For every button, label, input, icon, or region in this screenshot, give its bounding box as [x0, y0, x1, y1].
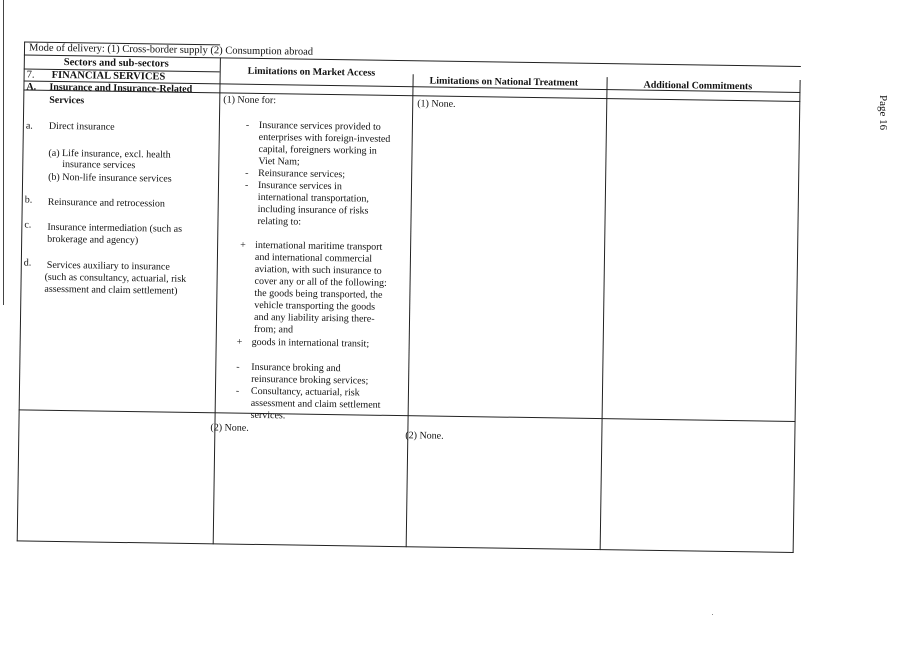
item-d-line3: assessment and claim settlement): [44, 283, 178, 297]
header-sectors: Sectors and sub-sectors: [63, 57, 169, 70]
ma-plus1-line6: vehicle transporting the goods: [254, 299, 376, 313]
column-divider-3: [600, 77, 608, 550]
item-a-label: Direct insurance: [48, 120, 115, 133]
ma-plus1-line7: and any liability arising there-: [253, 311, 375, 325]
ma-bullet4-line1: Insurance broking and: [251, 361, 341, 375]
ma-bullet5-line1: Consultancy, actuarial, risk: [250, 385, 360, 399]
ma-bullet1-line4: Viet Nam;: [258, 155, 300, 168]
sub-life-line1: (a) Life insurance, excl. health: [48, 147, 171, 161]
ma-bullet5-line2: assessment and claim settlement: [250, 397, 381, 411]
sub-nonlife: (b) Non-life insurance services: [48, 171, 172, 185]
ma-bullet3-line3: including insurance of risks: [257, 203, 369, 217]
sub-life-line2: insurance services: [62, 159, 136, 172]
ma-bullet3-marker: -: [244, 179, 249, 191]
ma-bullet4-marker: -: [236, 361, 240, 373]
ma-plus1-line1: international maritime transport: [255, 239, 383, 253]
table-right-border: [793, 80, 801, 553]
nt-mode2: (2) None.: [405, 430, 444, 442]
item-d-letter: d.: [23, 257, 32, 269]
ma-bullet1-line2: enterprises with foreign-invested: [258, 131, 391, 145]
item-d-line2: (such as consultancy, actuarial, risk: [44, 271, 187, 285]
item-c-line1: Insurance intermediation (such as: [47, 221, 183, 235]
item-b-label: Reinsurance and retrocession: [47, 196, 165, 210]
header-additional-commitments: Additional Commitments: [643, 79, 753, 93]
item-c-letter: c.: [24, 219, 32, 231]
ma-mode1-intro: (1) None for:: [223, 94, 277, 107]
item-a-letter: a.: [25, 120, 33, 132]
section-number: 7.: [26, 69, 35, 81]
ma-bullet3-line1: Insurance services in: [257, 179, 342, 193]
section-title: FINANCIAL SERVICES: [51, 69, 166, 83]
ma-bullet1-line3: capital, foreigners working in: [258, 143, 377, 157]
ma-bullet1-marker: -: [245, 119, 250, 131]
ma-mode2: (2) None.: [210, 422, 249, 434]
header-national-treatment: Limitations on National Treatment: [429, 75, 579, 89]
mode-of-delivery: Mode of delivery: (1) Cross-border supply (2) Consumption abroad: [28, 42, 314, 58]
ma-bullet1-line1: Insurance services provided to: [258, 119, 381, 133]
ma-bullet5-line3: services.: [250, 409, 286, 422]
column-divider-2: [406, 74, 414, 547]
ma-plus2: goods in international transit;: [251, 336, 370, 350]
nt-mode1: (1) None.: [417, 98, 456, 110]
sector-a-letter: A.: [26, 81, 37, 93]
ma-bullet3-line4: relating to:: [257, 215, 302, 228]
sector-a-title-line2: Services: [49, 94, 85, 107]
column-divider-1: [213, 57, 221, 544]
ma-plus1-line8: from; and: [253, 323, 294, 336]
header-market-access: Limitations on Market Access: [247, 65, 376, 79]
item-d-line1: Services auxiliary to insurance: [46, 259, 170, 273]
ma-bullet2: Reinsurance services;: [258, 167, 346, 181]
table-left-border: [17, 41, 25, 541]
ma-bullet2-marker: -: [245, 167, 249, 179]
ma-bullet3-line2: international transportation,: [257, 191, 369, 205]
item-b-letter: b.: [24, 194, 33, 206]
ma-plus1-line2: and international commercial: [254, 251, 373, 265]
ma-plus2-marker: +: [236, 336, 243, 348]
ma-plus1-marker: +: [240, 239, 246, 251]
ma-plus1-line4: cover any or all of the following:: [254, 275, 387, 289]
page-number: Page 16: [877, 95, 889, 131]
item-c-line2: brokerage and agency): [47, 233, 139, 247]
ma-bullet4-line2: reinsurance broking services;: [251, 373, 369, 387]
sector-a-title-line1: Insurance and Insurance-Related: [49, 81, 193, 95]
ma-plus1-line5: the goods being transported, the: [254, 287, 383, 301]
ma-bullet5-marker: -: [235, 385, 240, 397]
ma-plus1-line3: aviation, with such insurance to: [254, 263, 382, 277]
